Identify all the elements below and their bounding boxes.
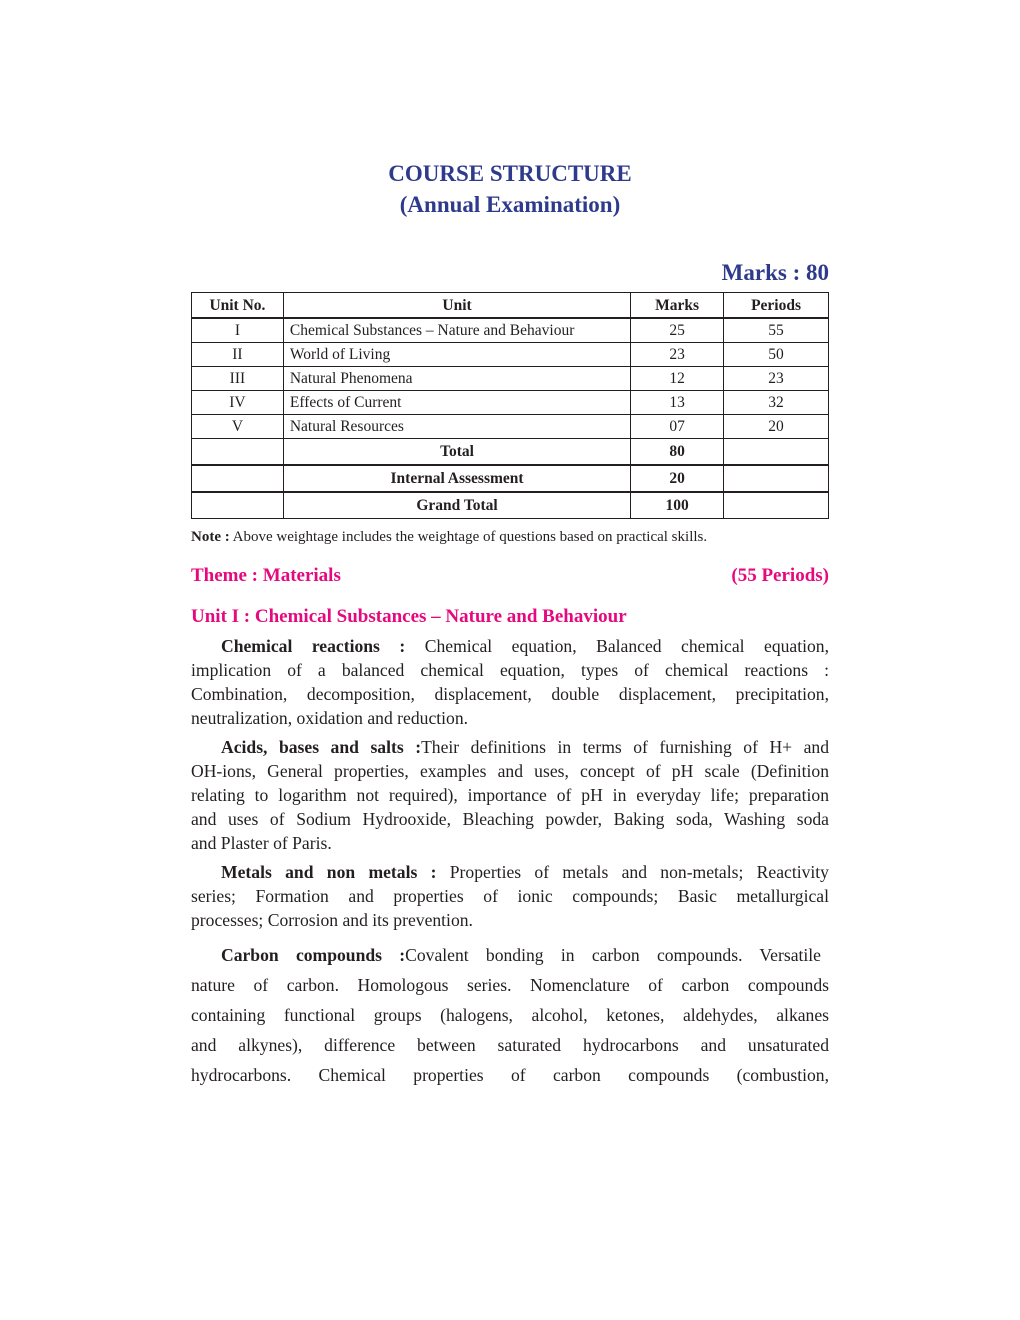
empty-cell — [192, 439, 284, 466]
page-title: COURSE STRUCTURE — [388, 161, 632, 186]
empty-cell — [192, 465, 284, 492]
empty-cell — [724, 465, 829, 492]
paragraph-line — [191, 940, 829, 970]
unit-name: World of Living — [283, 343, 630, 367]
paragraph-line: and Plaster of Paris. — [191, 833, 332, 853]
empty-cell — [192, 492, 284, 519]
paragraph-lead: Acids, bases and salts : — [221, 737, 422, 757]
paragraph-line: relating to logarithm not required), importance of pH in everyday life; preparation — [191, 785, 829, 805]
paragraph-line: series; Formation and properties of ionic compounds; Basic metallurgical — [191, 886, 829, 906]
table-row — [192, 367, 829, 391]
internal-assessment-row — [192, 465, 829, 492]
unit-marks: 07 — [631, 415, 724, 439]
unit-no: II — [192, 343, 284, 367]
empty-cell — [724, 492, 829, 519]
paragraph-line — [191, 735, 829, 759]
internal-marks: 20 — [631, 465, 724, 492]
paragraph-chemical-reactions — [191, 634, 829, 730]
total-label: Total — [283, 439, 630, 466]
unit-no: III — [192, 367, 284, 391]
paragraph-line: and uses of Sodium Hydrooxide, Bleaching powder, Baking soda, Washing soda — [191, 809, 829, 829]
grand-total-label: Grand Total — [283, 492, 630, 519]
paragraph-lead: Chemical reactions : — [221, 636, 406, 656]
total-marks: Marks : 80 — [721, 260, 829, 285]
paragraph-line: nature of carbon. Homologous series. Nomenclature of carbon compounds — [191, 975, 829, 995]
unit-periods: 20 — [724, 415, 829, 439]
table-row — [192, 391, 829, 415]
paragraph-line: implication of a balanced chemical equation, types of chemical reactions : — [191, 660, 829, 680]
paragraph-lead: Metals and non metals : — [221, 862, 437, 882]
total-row — [192, 439, 829, 466]
unit-marks: 13 — [631, 391, 724, 415]
note-text: Above weightage includes the weightage of questions based on practical skills. — [229, 529, 708, 545]
paragraph-acids-bases-salts — [191, 735, 829, 855]
empty-cell — [724, 439, 829, 466]
unit-name: Effects of Current — [283, 391, 630, 415]
unit-periods: 32 — [724, 391, 829, 415]
header-marks: Marks — [631, 293, 724, 319]
unit-periods: 55 — [724, 318, 829, 343]
paragraph-line: and alkynes), difference between saturated hydrocarbons and unsaturated — [191, 1035, 829, 1055]
paragraph-lead: Carbon compounds : — [221, 945, 406, 965]
paragraph-line: hydrocarbons. Chemical properties of carbon compounds (combustion, — [191, 1065, 829, 1085]
table-row — [192, 343, 829, 367]
unit-name: Natural Phenomena — [283, 367, 630, 391]
unit-no: I — [192, 318, 284, 343]
note-label: Note : — [191, 529, 230, 545]
unit-periods: 50 — [724, 343, 829, 367]
unit-periods: 23 — [724, 367, 829, 391]
table-row — [192, 415, 829, 439]
unit-marks: 25 — [631, 318, 724, 343]
unit-no: IV — [192, 391, 284, 415]
course-structure-table — [191, 292, 829, 519]
unit-no: V — [192, 415, 284, 439]
header-unit: Unit — [283, 293, 630, 319]
paragraph-line: containing functional groups (halogens, alcohol, ketones, aldehydes, alkanes — [191, 1005, 829, 1025]
paragraph-metals-non-metals — [191, 860, 829, 932]
total-marks-value: 80 — [631, 439, 724, 466]
unit-marks: 23 — [631, 343, 724, 367]
header-periods: Periods — [724, 293, 829, 319]
theme-periods: (55 Periods) — [731, 565, 829, 586]
table-note — [191, 527, 707, 547]
theme-heading: Theme : Materials — [191, 565, 341, 586]
table-row — [192, 318, 829, 343]
paragraph-line — [191, 860, 829, 884]
paragraph-line: OH-ions, General properties, examples and uses, concept of pH scale (Definition — [191, 761, 829, 781]
paragraph-line: neutralization, oxidation and reduction. — [191, 708, 469, 728]
paragraph-carbon-compounds — [191, 940, 829, 1090]
unit-name: Natural Resources — [283, 415, 630, 439]
unit-name: Chemical Substances – Nature and Behaviour — [283, 318, 630, 343]
table-header-row — [192, 293, 829, 319]
unit-marks: 12 — [631, 367, 724, 391]
paragraph-line — [191, 634, 829, 658]
grand-total-row — [192, 492, 829, 519]
header-unit-no: Unit No. — [192, 293, 284, 319]
unit-heading: Unit I : Chemical Substances – Nature and Behaviour — [191, 606, 627, 627]
line-text: Properties of metals and non-metals; Reactivity — [436, 862, 829, 882]
line-text: Their definitions in terms of furnishing of H+ and — [421, 737, 830, 757]
page-subtitle: (Annual Examination) — [399, 192, 621, 217]
paragraph-line: processes; Corrosion and its prevention. — [191, 910, 473, 930]
paragraph-line: Combination, decomposition, displacement, double displacement, precipitation, — [191, 684, 829, 704]
grand-total-marks: 100 — [631, 492, 724, 519]
internal-label: Internal Assessment — [283, 465, 630, 492]
line-text: Covalent bonding in carbon compounds. Versatile — [405, 945, 821, 965]
line-text: Chemical equation, Balanced chemical equation, — [405, 636, 829, 656]
